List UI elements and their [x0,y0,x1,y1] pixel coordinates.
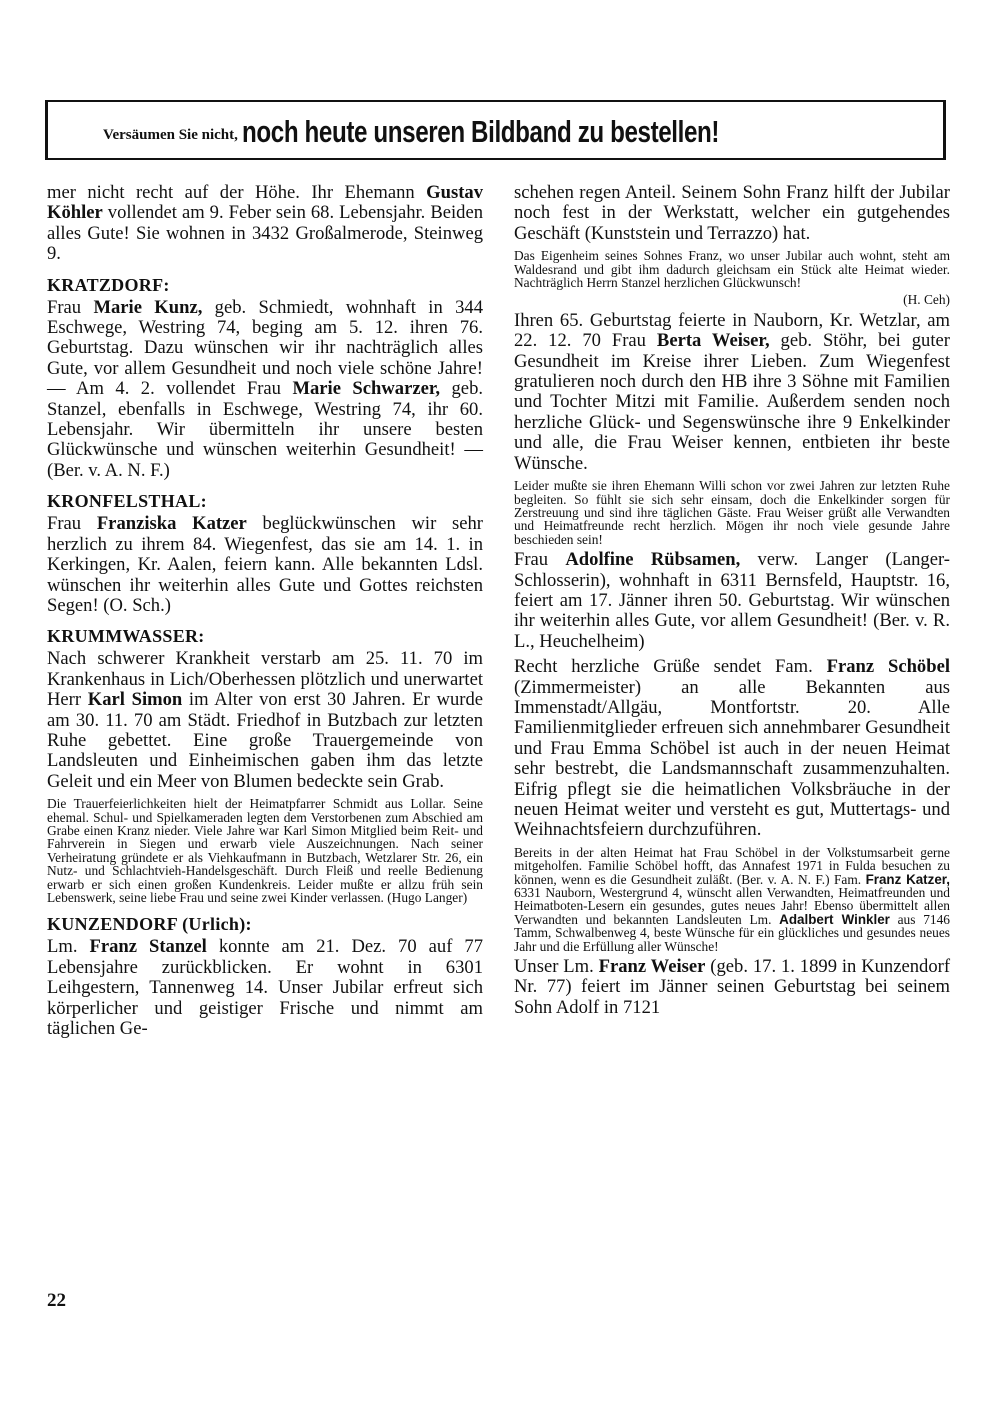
paragraph [514,657,950,841]
text-segment: 6331 Nauborn, Westergrund 4, wünscht allen Verwandten, Heimatfreunden und Heimatboten-Lesern ein gesundes, gutes neues Jahr! Ebenso übermittelt allen Verwandten und bekannten Landsleuten Lm. [514,885,950,927]
paragraph [47,183,483,265]
text-segment: Frau [47,296,94,318]
banner-intro: Versäumen Sie nicht, [103,127,238,143]
text-segment: geb. Schmiedt, wohnhaft in 344 Eschwege, Westring 74, beging am 5. 12. ihren 76. Geburtstag. Dazu wünschen wir ihr nachträglich alles Gute, vor allem Gesundheit und noch viele schöne Jahre! — Am 4. 2. vollendet Frau [47,296,484,400]
text-segment: (H. Ceh) [903,292,950,308]
text-segment: geb. Stöhr, bei guter Gesundheit im Kreise ihrer Lieben. Zum Wiegenfest gratulieren noch durch den HB ihre 3 Söhne mit Familien und Tochter Mitzi mit Familie. Außerdem senden noch herzliche Glück- und Segenswünsche ihre 9 Enkelkinder und alle, die Frau Weiser kennen, entbieten ihr beste Wünsche. [514,330,950,474]
text-segment: Ihren 65. Geburtstag feierte in Nauborn, Kr. Wetzlar, am 22. 12. 70 Frau [514,309,950,352]
paragraph [514,550,950,652]
text-segment: Nach schwerer Krankheit verstarb am 25. 11. 70 im Krankenhaus in Lich/Oberhessen plötzlich und unerwartet Herr [47,648,483,711]
text-segment: verw. Langer (Langer-Schlosserin), wohnhaft in 6311 Bernsfeld, Hauptstr. 16, feiert am 17. Jänner ihren 50. Geburtstag. Wir wünschen ihr weiterhin alles Gute, vor allem Gesundheit! (Ber. v. R. L., Heuchelheim) [514,549,950,652]
paragraph [47,298,483,482]
text-segment: konnte am 21. Dez. 70 auf 77 Lebensjahre zurückblicken. Er wohnt in 6301 Leihgestern, Tannenweg 14. Unser Jubilar erfreut sich körperlicher und geistiger Frische und nimmt am täglichen Ge- [47,936,483,1040]
small-print-paragraph [514,846,950,953]
paragraph [514,957,950,1018]
section-heading [47,275,483,296]
text-segment: Das Eigenheim seines Sohnes Franz, wo unser Jubilar auch wohnt, steht am Waldesrand und gibt ihm dadurch gleichsam ein Stück alte Heimat wieder. Nachträglich Herrn Stanzel herzlichen Glückwunsch! [514,248,950,291]
text-segment: Die Trauerfeierlichkeiten hielt der Heimatpfarrer Schmidt aus Lollar. Seine ehemal. Schul- und Spielkameraden legten dem Verstorbenen zum Abschied am Grabe einen Kranz nieder. Viele Jahre war Karl Simon Mitglied beim Reit- und Fahrverein in Siegen und erwarb viele Auszeichnungen. Nach seiner Verheiratung gründete er als Viehkaufmann in Butzbach, Wetzlarer Str. 26, ein Nutz- und Schlachtvieh-Handelsgeschäft. Durch Fleiß und reelle Bedienung erwarb er sich einen großen Kundenkreis. Leider mußte er allzu früh sein Lebenswerk, seine liebe Frau und seine zwei Kinder verlassen. (Hugo Langer) [47,796,483,905]
text-segment: KUNZENDORF (Urlich): [47,914,252,935]
paragraph [514,183,950,244]
page-number: 22 [47,1290,66,1311]
person-name: Franz Katzer, [865,871,950,887]
person-name: Gustav Köhler [47,182,483,224]
text-segment: Leider mußte sie ihren Ehemann Willi schon vor zwei Jahren zur letzten Ruhe begleiten. So fühlt sie sich sehr einsam, doch die Enkelkinder sorgen für Zerstreuung und sind ihre täglichen Gäste. Frau Weiser grüßt alle Verwandten und Heimatfreunde recht herzlich. Mögen ihr noch viele gesunde Jahre beschieden sein! [514,478,950,547]
text-segment: Recht herzliche Grüße sendet Fam. [514,656,827,678]
text-segment: beglückwünschen wir sehr herzlich zu ihrem 84. Wiegenfest, das sie am 14. 1. in Kerkingen, Kr. Aalen, feiern kann. Alle bekannten Ldsl. wünschen ihr weiterhin alles Gute und Gottes reichsten Segen! (O. Sch.) [47,513,483,616]
advertisement-banner [45,100,946,160]
person-name: Karl Simon [87,689,183,711]
right-column [514,183,950,1023]
person-name: Marie Schwarzer, [292,378,441,400]
text-segment: Frau [514,549,566,571]
small-print-paragraph [47,797,483,904]
text-segment: mer nicht recht auf der Höhe. Ihr Ehemann [47,182,427,203]
person-name: Berta Weiser, [656,330,770,352]
paragraph [514,311,950,474]
text-segment: (Zimmermeister) an alle Bekannten aus Immenstadt/Allgäu, Montfortstr. 20. Alle Familienmitglieder erfreuen sich annehmbarer Gesundheit und Frau Emma Schöbel ist auch in der neuen Heimat sehr bestrebt, die Landsmannschaft zusammenzuhalten. Eifrig pflegt sie die heimatlichen Volksbräuche in der neuen Heimat weiter und versteht es gut, Muttertags- und Weihnachtsfeiern durchzuführen. [514,676,950,841]
text-segment: vollendet am 9. Feber sein 68. Lebensjahr. Beiden alles Gute! Sie wohnen in 3432 Großalmerode, Steinweg 9. [47,202,483,265]
person-name: Franz Weiser [598,956,706,978]
text-segment: im Alter von erst 30 Jahren. Er wurde am 30. 11. 70 am Städt. Friedhof in Butzbach zur letzten Ruhe gebettet. Eine große Trauergemeinde von Landsleuten und Einheimischen gaben ihm das letzte Geleit und ein Meer von Blumen bedeckte sein Grab. [47,689,483,792]
text-segment: aus 7146 Tamm, Schwalbenweg 4, beste Wünsche für ein glückliches und gesundes neues Jahr und die Erfüllung aller Wünsche! [514,911,950,954]
text-segment: KRONFELSTHAL: [47,491,207,512]
section-heading [47,491,483,512]
small-print-paragraph [514,293,950,306]
person-name: Franz Schöbel [826,656,950,678]
text-segment: KRATZDORF: [47,274,170,295]
text-segment: Frau [47,513,97,535]
text-segment: Unser Lm. [514,956,599,978]
person-name: Marie Kunz, [93,296,203,318]
paragraph [47,937,483,1039]
banner-headline: noch heute unseren Bildband zu bestellen! [241,114,719,149]
paragraph [47,649,483,792]
text-segment: schehen regen Anteil. Seinem Sohn Franz hilft der Jubilar noch fest in der Werkstatt, welcher ein gutgehendes Geschäft (Kunststein und Terrazzo) hat. [514,182,950,244]
text-segment: KRUMMWASSER: [47,626,205,647]
paragraph [47,514,483,616]
section-heading [47,914,483,935]
text-segment: (geb. 17. 1. 1899 in Kunzendorf Nr. 77) feiert im Jänner seinen Geburtstag bei seinem Sohn Adolf in 7121 [514,956,951,1018]
person-name: Adalbert Winkler [779,911,890,927]
person-name: Franz Stanzel [89,936,207,958]
small-print-paragraph [514,249,950,289]
person-name: Franziska Katzer [96,513,247,535]
text-segment: geb. Stanzel, ebenfalls in Eschwege, Westring 74, ihr 60. Lebensjahr. Wir übermitteln ihr unsere besten Glückwünsche und wünschen weiterhin Gesundheit! — (Ber. v. A. N. F.) [47,378,484,481]
small-print-paragraph [514,479,950,546]
person-name: Adolfine Rübsamen, [565,549,741,571]
section-heading [47,626,483,647]
text-segment: Lm. [47,936,90,958]
left-column [47,183,483,1044]
text-segment: Bereits in der alten Heimat hat Frau Schöbel in der Volkstumsarbeit gerne mitgeholfen. Familie Schöbel hofft, das Annafest 1971 in Fulda besuchen zu können, wenn es die Gesundheit zuläßt. (Ber. v. A. N. F.) Fam. [514,844,950,887]
